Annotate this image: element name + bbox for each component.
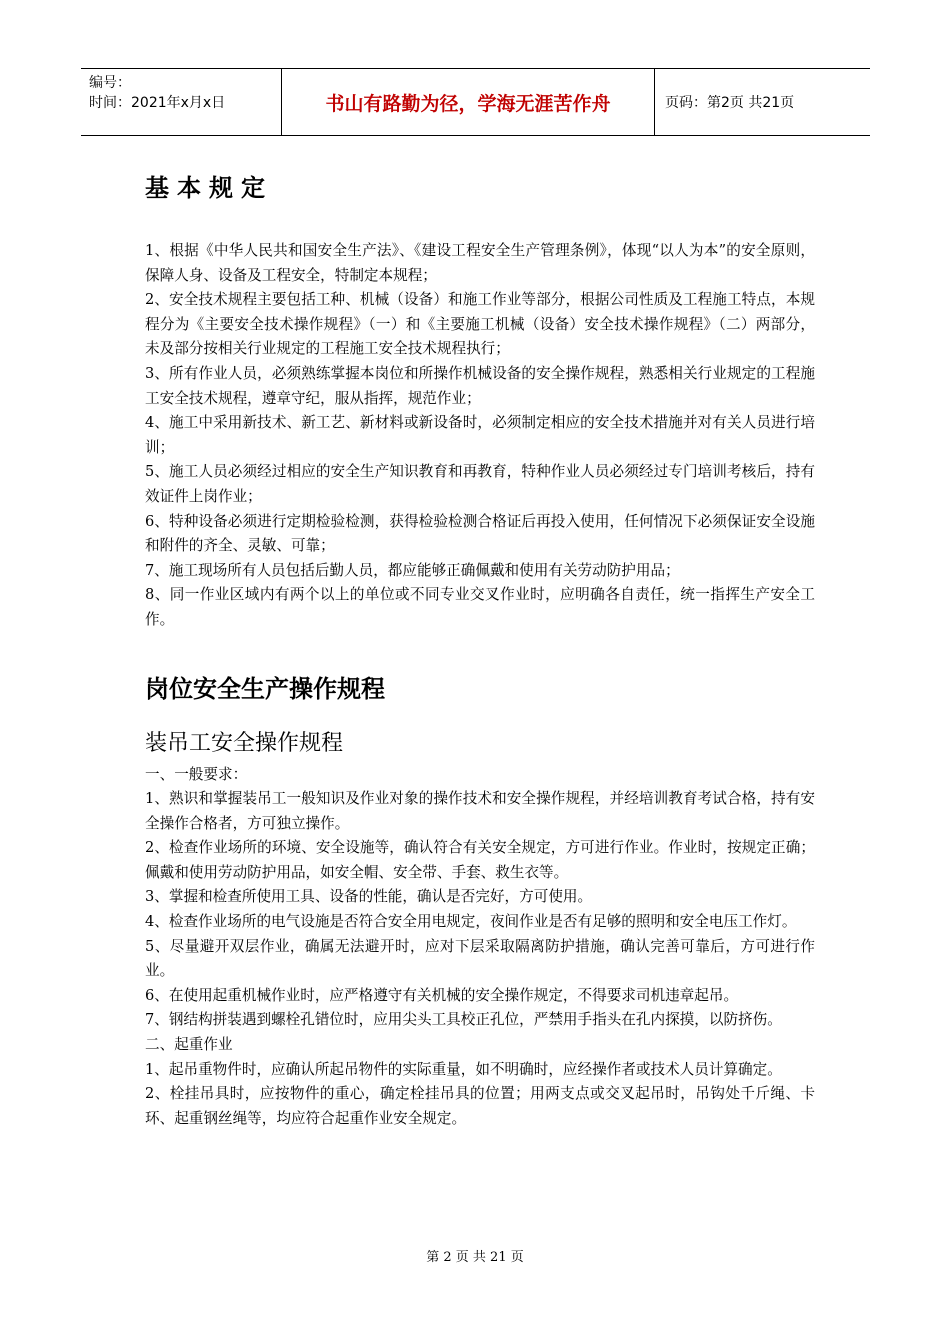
paragraph: 6、在使用起重机械作业时，应严格遵守有关机械的安全操作规定，不得要求司机违章起吊。 — [145, 986, 739, 1004]
paragraph: 3、所有作业人员，必须熟练掌握本岗位和所操作机械设备的安全操作规程，熟悉相关行业规定的工程施工安全技术规程，遵章守纪，服从指挥，规范作业； — [145, 364, 815, 407]
paragraph: 二、起重作业 — [145, 1036, 233, 1054]
paragraph: 一、一般要求： — [145, 765, 248, 783]
paragraph: 2、栓挂吊具时，应按物件的重心，确定栓挂吊具的位置；用两支点或交叉起吊时，吊钩处千斤绳、卡环、起重钢丝绳等，均应符合起重作业安全规定。 — [145, 1085, 815, 1127]
section-title-basic-rules: 基本规定 — [145, 174, 273, 202]
paragraph: 2、安全技术规程主要包括工种、机械（设备）和施工作业等部分，根据公司性质及工程施工特点，本规程分为《主要安全技术操作规程》（一）和《主要施工机械（设备）安全技术操作规程》（二）两部分，未及部分按相关行业规定的工程施工安全技术规程执行； — [145, 291, 815, 358]
paragraph: 5、尽量避开双层作业，确属无法避开时，应对下层采取隔离防护措施，确认完善可靠后，方可进行作业。 — [145, 937, 815, 980]
header-page-info: 页码：第2页 共21页 — [665, 95, 795, 111]
paragraph: 6、特种设备必须进行定期检验检测，获得检验检测合格证后再投入使用，任何情况下必须保证安全设施和附件的齐全、灵敏、可靠； — [145, 512, 815, 555]
page-footer: 第 2 页 共 21 页 — [426, 1250, 524, 1265]
document-date: 时间：2021年x月x日 — [89, 95, 226, 111]
paragraph: 5、施工人员必须经过相应的安全生产知识教育和再教育，特种作业人员必须经过专门培训考核后，持有效证件上岗作业； — [145, 463, 815, 505]
paragraph: 8、同一作业区域内有两个以上的单位或不同专业交叉作业时，应明确各自责任，统一指挥生产安全工作。 — [145, 586, 815, 628]
document-body — [145, 160, 815, 1131]
paragraph: 1、熟识和掌握装吊工一般知识及作业对象的操作技术和安全操作规程，并经培训教育考试合格，持有安全操作合格者，方可独立操作。 — [145, 790, 815, 832]
section-title-job-rules: 岗位安全生产操作规程 — [145, 674, 385, 703]
basic-rules-list — [145, 239, 815, 633]
paragraph: 2、检查作业场所的环境、安全设施等，确认符合有关安全规定，方可进行作业。作业时，按规定正确；佩戴和使用劳动防护用品，如安全帽、安全带、手套、救生衣等。 — [145, 839, 815, 881]
paragraph: 1、根据《中华人民共和国安全生产法》、《建设工程安全生产管理条例》，体现“以人为本”的安全原则，保障人身、设备及工程安全，特制定本规程； — [145, 242, 815, 284]
page-header — [81, 68, 870, 136]
header-meta — [81, 69, 281, 135]
paragraph: 7、钢结构拼装遇到螺栓孔错位时，应用尖头工具校正孔位，严禁用手指头在孔内探摸，以防挤伤。 — [145, 1011, 782, 1029]
paragraph: 1、起吊重物件时，应确认所起吊物件的实际重量，如不明确时，应经操作者或技术人员计算确定。 — [145, 1060, 782, 1078]
paragraph: 7、施工现场所有人员包括后勤人员，都应能够正确佩戴和使用有关劳动防护用品； — [145, 561, 680, 579]
header-motto: 书山有路勤为径，学海无涯苦作舟 — [281, 69, 655, 135]
document-number: 编号： — [89, 75, 131, 91]
subsection-title-rigger: 装吊工安全操作规程 — [145, 730, 344, 756]
rigger-rules-list — [145, 763, 815, 1132]
paragraph: 3、掌握和检查所使用工具、设备的性能，确认是否完好，方可使用。 — [145, 888, 593, 906]
paragraph: 4、检查作业场所的电气设施是否符合安全用电规定，夜间作业是否有足够的照明和安全电压工作灯。 — [145, 913, 797, 931]
paragraph: 4、施工中采用新技术、新工艺、新材料或新设备时，必须制定相应的安全技术措施并对有关人员进行培训； — [145, 414, 815, 456]
